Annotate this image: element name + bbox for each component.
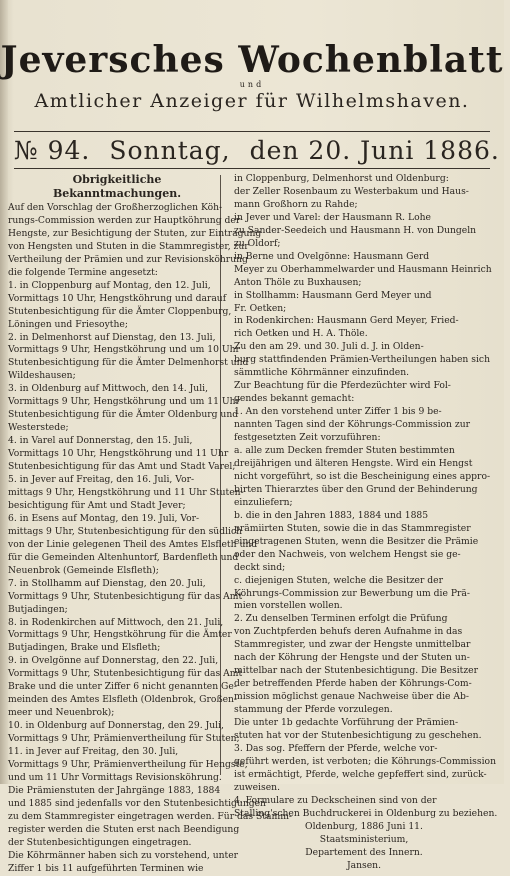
text-line: Vertheilung der Prämien und zur Revisionsköhrung — [8, 253, 248, 265]
article-columns — [8, 173, 498, 874]
text-line: Butjadingen, Brake und Elsfleth; — [8, 642, 161, 654]
text-line: Departement des Innern. — [305, 846, 423, 858]
text-line: festgesetzten Zeit vorzuführen: — [234, 432, 381, 444]
text-line: Jansen. — [346, 859, 382, 871]
text-line: zu Oldorf; — [234, 237, 281, 249]
text-line: der Zeller Rosenbaum zu Westerbakum und Haus- — [234, 185, 469, 197]
text-line: in Stollhamm: Hausmann Gerd Meyer und — [234, 289, 432, 301]
right-column — [234, 173, 498, 872]
text-line: 10. in Oldenburg auf Donnerstag, den 29. Juli, — [8, 720, 224, 732]
text-line: mittags 9 Uhr, Hengstköhrung und 11 Uhr Stuten- — [8, 486, 244, 498]
text-line: nach der Köhrung der Hengste und der Stuten un- — [234, 652, 470, 664]
text-line: prämiirten Stuten, sowie die in das Stammregister — [234, 522, 471, 534]
text-line: 8. in Rodenkirchen auf Mittwoch, den 21. Juli, — [8, 616, 224, 628]
text-line: Stutenbesichtigung für die Ämter Oldenburg und — [8, 409, 239, 421]
text-line: Die unter 1b gedachte Vorführung der Prämien- — [234, 717, 459, 729]
text-line: oder den Nachweis, von welchem Hengst sie ge- — [234, 548, 461, 560]
text-line: 9. in Ovelgönne auf Donnerstag, den 22. Juli, — [8, 655, 219, 667]
text-line: geführt werden, ist verboten; die Köhrungs-Commission — [234, 755, 496, 767]
text-line: 4. Formulare zu Deckscheinen sind von der — [234, 794, 437, 806]
text-line: Die Prämienstuten der Jahrgänge 1883, 1884 — [8, 784, 221, 796]
text-line: Meyer zu Oberhammelwarder und Hausmann Heinrich — [234, 263, 492, 275]
text-line: rich Oetken und H. A. Thöle. — [234, 328, 368, 340]
text-line: stammung der Pferde vorzulegen. — [234, 704, 393, 716]
text-line: 5. in Jever auf Freitag, den 16. Juli, Vor- — [8, 474, 195, 486]
newspaper-title: Jeversches Wochenblatt — [0, 39, 504, 81]
text-line: eingetragenen Stuten, wenn die Besitzer die Prämie — [234, 535, 479, 547]
text-line: zuweisen. — [234, 781, 280, 793]
text-line: meer und Neuenbrok); — [8, 707, 115, 719]
text-line: 11. in Jever auf Freitag, den 30. Juli, — [8, 746, 179, 758]
text-line: Vormittags 10 Uhr, Hengstköhrung und 11 Uhr — [8, 448, 229, 460]
masthead — [0, 40, 504, 112]
text-line: Stutenbesichtigung für die Ämter Cloppenburg, — [8, 305, 232, 317]
issue-date: den 20. Juni 1886. — [249, 136, 500, 165]
text-line: ist ermächtigt, Pferde, welche gepfeffert sind, zurück- — [234, 768, 487, 780]
text-line: Zu den am 29. und 30. Juli d. J. in Olden- — [234, 341, 424, 353]
masthead-conjunction: und — [239, 80, 265, 89]
text-line: 7. in Stollhamm auf Dienstag, den 20. Juli, — [8, 577, 206, 589]
text-line: einzuliefern; — [234, 496, 293, 508]
text-line: der Stutenbesichtigungen eingetragen. — [8, 836, 192, 848]
dateline — [14, 136, 500, 165]
text-line: 4. in Varel auf Donnerstag, den 15. Juli, — [8, 435, 193, 447]
text-line: die folgende Termine angesetzt: — [8, 266, 158, 278]
text-line: Neuenbrok (Gemeinde Elsfleth); — [8, 564, 159, 576]
text-line: register werden die Stuten erst nach Beendigung — [8, 823, 240, 835]
text-line: sämmtliche Köhrmänner einzufinden. — [234, 367, 410, 379]
text-line: in Jever und Varel: der Hausmann R. Lohe — [234, 211, 431, 223]
text-line: deckt sind; — [234, 561, 286, 573]
text-line: mittags 9 Uhr, Stutenbesichtigung für den südlich — [8, 525, 243, 537]
text-line: Köhrungs-Commission zur Bewerbung um die Prä- — [234, 587, 471, 599]
text-line: Oldenburg, 1886 Juni 11. — [305, 820, 423, 832]
text-line: mien vorstellen wollen. — [234, 600, 343, 612]
text-line: 2. Zu denselben Terminen erfolgt die Prüfung — [234, 613, 448, 625]
text-line: und 1885 sind jedenfalls vor den Stutenbesichtigungen — [8, 797, 266, 809]
text-line: Wildeshausen; — [8, 370, 76, 382]
text-line: birten Thierarztes über den Grund der Behinderung — [234, 483, 478, 495]
text-line: 1. in Cloppenburg auf Montag, den 12. Juli, — [8, 279, 211, 291]
issue-number: № 94. — [14, 136, 91, 165]
text-line: Ziffer 1 bis 11 aufgeführten Terminen wie — [8, 862, 204, 874]
page-edge-shadow — [0, 0, 8, 784]
text-line: b. die in den Jahren 1883, 1884 und 1885 — [234, 509, 429, 521]
text-line: Löningen und Friesoythe; — [8, 318, 128, 330]
text-line: 6. in Esens auf Montag, den 19. Juli, Vor- — [8, 512, 200, 524]
text-line: rungs-Commission werden zur Hauptköhrung der — [8, 214, 241, 226]
section-heading: Obrigkeitliche Bekanntmachungen. — [52, 173, 182, 200]
text-line: gendes bekannt gemacht: — [234, 393, 355, 405]
text-line: 1. An den vorstehend unter Ziffer 1 bis 9 be- — [234, 406, 442, 418]
text-line: Auf den Vorschlag der Großherzoglichen Köh- — [8, 202, 223, 213]
text-line: mittelbar nach der Stutenbesichtigung. Die Besitzer — [234, 665, 479, 677]
text-line: Vormittags 9 Uhr, Hengstköhrung und um 11 Uhr — [8, 396, 240, 408]
top-rule — [14, 131, 490, 132]
text-line: c. diejenigen Stuten, welche die Besitzer der — [234, 574, 444, 586]
text-line: Zur Beachtung für die Pferdezüchter wird Fol- — [234, 380, 451, 392]
text-line: der betreffenden Pferde haben der Köhrungs-Com- — [234, 678, 472, 690]
text-line: Stutenbesichtigung für die Ämter Delmenhorst und — [8, 357, 249, 369]
text-line: Staatsministerium, — [319, 833, 409, 845]
text-line: Vormittags 10 Uhr, Hengstköhrung und darauf — [8, 292, 227, 304]
right-column-text — [234, 173, 498, 872]
text-line: Hengste, zur Besichtigung der Stuten, zur Eintragung — [8, 227, 262, 239]
text-line: a. alle zum Decken fremder Stuten bestimmten — [234, 445, 455, 457]
text-line: von der Linie gelegenen Theil des Amtes Elsfleth und — [8, 538, 258, 550]
text-line: Vormittags 9 Uhr, Prämienvertheilung für Stuten; — [8, 733, 240, 745]
text-line: stuten hat vor der Stutenbesichtigung zu geschehen. — [234, 729, 482, 741]
text-line: besichtigung für Amt und Stadt Jever; — [8, 499, 186, 511]
text-line: und um 11 Uhr Vormittags Revisionsköhrung. — [8, 771, 222, 783]
text-line: mission möglichst genaue Nachweise über die Ab- — [234, 691, 470, 703]
text-line: in Berne und Ovelgönne: Hausmann Gerd — [234, 250, 430, 262]
text-line: 3. Das sog. Pfeffern der Pferde, welche vor- — [234, 742, 438, 754]
text-line: in Cloppenburg, Delmenhorst und Oldenburg: — [234, 173, 449, 184]
text-line: Fr. Oetken; — [234, 302, 287, 314]
issue-day: Sonntag, — [109, 136, 231, 165]
text-line: Stutenbesichtigung für das Amt und Stadt Varel; — [8, 461, 236, 473]
text-line: zu Sander-Seedeich und Hausmann H. von Dungeln — [234, 224, 477, 236]
text-line: Brake und die unter Ziffer 6 nicht genannten Ge- — [8, 681, 237, 693]
text-line: nicht vorgeführt, so ist die Bescheinigung eines appro- — [234, 470, 491, 482]
text-line: in Rodenkirchen: Hausmann Gerd Meyer, Fried- — [234, 315, 459, 327]
text-line: mann Großhorn zu Rahde; — [234, 198, 358, 210]
text-line: Anton Thöle zu Buxhausen; — [234, 276, 362, 288]
text-line: Stammregister, und zwar der Hengste unmittelbar — [234, 639, 471, 651]
text-line: Die Köhrmänner haben sich zu vorstehend, unter — [8, 849, 239, 861]
text-line: Westerstede; — [8, 422, 69, 434]
text-line: Vormittags 9 Uhr, Hengstköhrung für die Ämter — [8, 629, 232, 641]
text-line: meinden des Amtes Elsfleth (Oldenbrok, Großen- — [8, 694, 238, 706]
text-line: dreijährigen und älteren Hengste. Wird ein Hengst — [234, 457, 473, 469]
text-line: Butjadingen; — [8, 603, 68, 615]
text-line: zu dem Stammregister eingetragen werden. Für das Stamm- — [8, 810, 293, 822]
text-line: nannten Tagen sind der Köhrungs-Commission zur — [234, 419, 471, 431]
text-line: Vormittags 9 Uhr, Stutenbesichtigung für das Amt — [8, 668, 243, 680]
text-line: von Hengsten und Stuten in die Stammregister, zur — [8, 240, 249, 252]
text-line: 3. in Oldenburg auf Mittwoch, den 14. Juli, — [8, 383, 208, 395]
bottom-rule — [14, 168, 490, 169]
text-line: Stalling'schen Buchdruckerei in Oldenburg zu beziehen. — [234, 807, 498, 819]
text-line: Vormittags 9 Uhr, Hengstköhrung und um 10 Uhr — [8, 344, 240, 356]
newspaper-subtitle: Amtlicher Anzeiger für Wilhelmshaven. — [34, 90, 470, 112]
text-line: Vormittags 9 Uhr, Prämienvertheilung für Hengste, — [8, 758, 248, 770]
text-line: burg stattfindenden Prämien-Vertheilungen haben sich — [234, 354, 490, 366]
text-line: für die Gemeinden Altenhuntorf, Bardenfleth und — [8, 551, 239, 563]
text-line: von Zuchtpferden behufs deren Aufnahme in das — [234, 626, 463, 638]
text-line: 2. in Delmenhorst auf Dienstag, den 13. Juli, — [8, 331, 216, 343]
text-line: Vormittags 9 Uhr, Stutenbesichtigung für das Amt — [8, 590, 243, 602]
